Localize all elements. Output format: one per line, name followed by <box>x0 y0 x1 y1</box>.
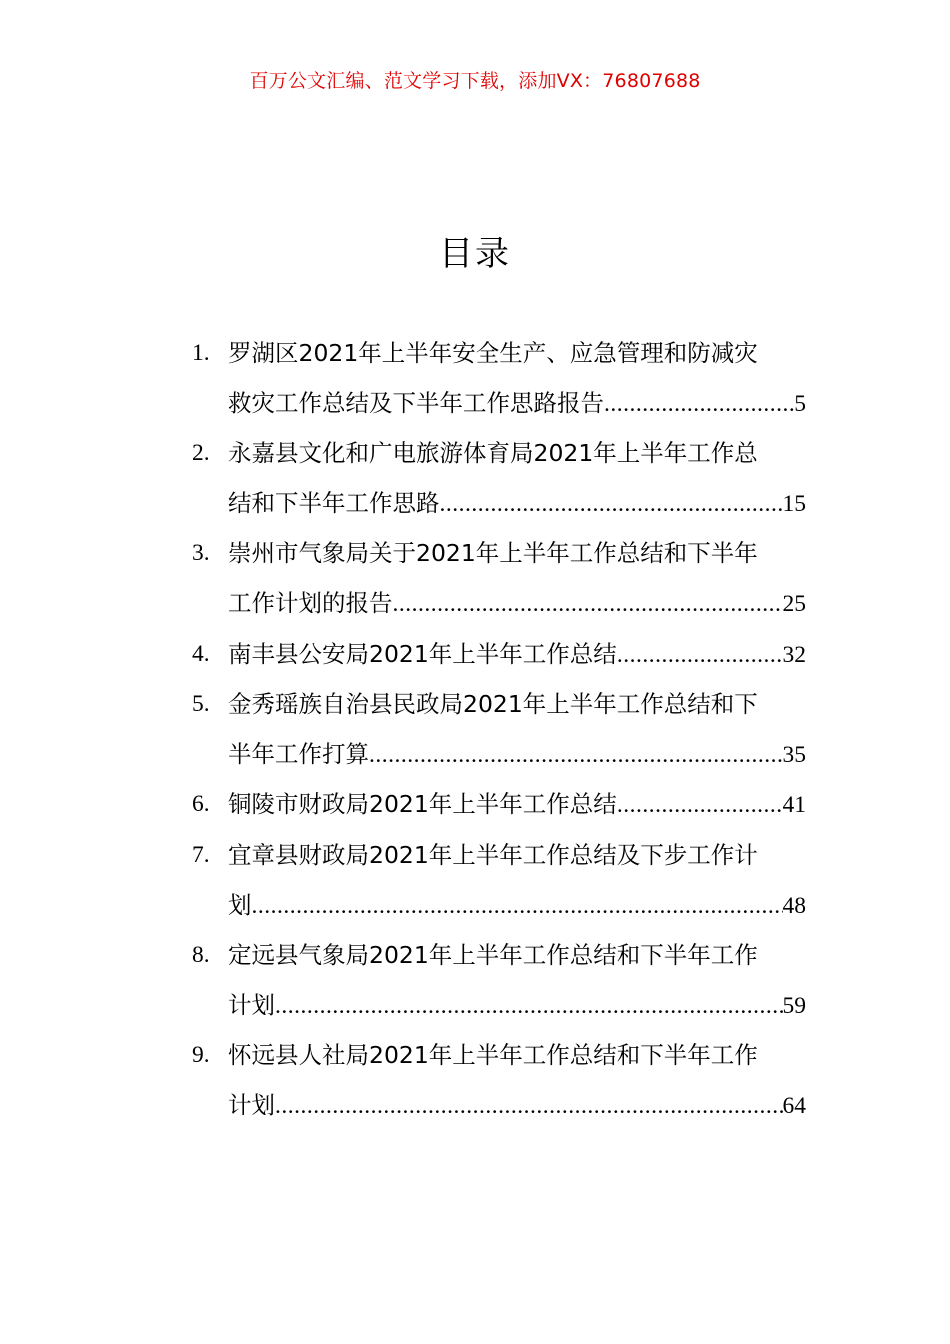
toc-entry-page-number: 59 <box>782 992 806 1019</box>
toc-entry-page-number: 25 <box>782 590 806 617</box>
toc-entry-number: 7. <box>192 841 210 868</box>
dot-leader <box>275 982 783 1032</box>
toc-entry-title-line: 怀远县人社局2021年上半年工作总结和下半年工作 <box>228 1041 758 1070</box>
toc-entry-last-line <box>228 630 806 681</box>
toc-entry-number: 2. <box>192 440 210 467</box>
dot-leader <box>393 580 783 630</box>
watermark-header-note: 百万公文汇编、范文学习下载，添加VX：76807688 <box>249 70 701 92</box>
toc-entry-title-line: 永嘉县文化和广电旅游体育局2021年上半年工作总 <box>228 439 758 468</box>
toc-entry-last-line <box>228 981 806 1032</box>
toc-entry-last-line <box>228 780 806 831</box>
dot-leader <box>369 731 783 781</box>
toc-entry-title-line: 崇州市气象局关于2021年上半年工作总结和下半年 <box>228 539 758 568</box>
toc-entry-page-number: 15 <box>782 490 806 517</box>
toc-entry-page-number: 35 <box>782 741 806 768</box>
dot-leader <box>604 380 794 430</box>
toc-entry-last-line <box>228 379 806 430</box>
toc-entry-number: 5. <box>192 691 210 718</box>
toc-entry[interactable] <box>192 831 806 931</box>
toc-entry-number: 3. <box>192 540 210 567</box>
toc-entry-title-line: 半年工作打算 <box>228 739 369 768</box>
toc-entry-last-line <box>228 881 806 932</box>
toc-entry-number: 1. <box>192 340 210 366</box>
toc-entry-title-line: 计划 <box>228 990 275 1019</box>
toc-entry-page-number: 64 <box>782 1092 806 1119</box>
toc-entry-title-line: 罗湖区2021年上半年安全生产、应急管理和防减灾 <box>228 339 758 367</box>
toc-entry-last-line <box>228 479 806 530</box>
toc-entry[interactable] <box>192 780 806 831</box>
toc-entry-last-line <box>228 730 806 781</box>
toc-entry-title-line: 结和下半年工作思路 <box>228 488 440 517</box>
toc-entry-title-line: 划 <box>228 890 252 919</box>
toc-entry[interactable] <box>192 1031 806 1131</box>
toc-entry[interactable] <box>192 931 806 1031</box>
toc-entry-page-number: 5 <box>794 390 806 417</box>
toc-entry[interactable] <box>192 680 806 780</box>
toc-entry[interactable] <box>192 429 806 529</box>
dot-leader <box>440 480 783 530</box>
toc-entry-title-line: 工作计划的报告 <box>228 588 393 617</box>
toc-entry-number: 9. <box>192 1042 210 1069</box>
dot-leader <box>252 882 783 932</box>
toc-entry-number: 4. <box>192 640 210 667</box>
toc-entry-title-line: 铜陵市财政局2021年上半年工作总结 <box>228 790 617 819</box>
dot-leader <box>617 631 783 681</box>
toc-entry-page-number: 32 <box>782 641 806 668</box>
toc-entry-last-line <box>228 579 806 630</box>
toc-entry-title-line: 南丰县公安局2021年上半年工作总结 <box>228 639 617 668</box>
toc-entry-title-line: 定远县气象局2021年上半年工作总结和下半年工作 <box>228 941 758 970</box>
toc-entry-title-line: 金秀瑶族自治县民政局2021年上半年工作总结和下 <box>228 690 758 719</box>
toc-title: 目录 <box>439 234 511 274</box>
toc-entry-number: 6. <box>192 791 210 818</box>
toc-entry[interactable] <box>192 630 806 681</box>
toc-entry[interactable] <box>192 529 806 629</box>
toc-entry-last-line <box>228 1081 806 1132</box>
dot-leader <box>617 781 783 831</box>
toc-entry-page-number: 41 <box>782 792 806 819</box>
toc-entry-page-number: 48 <box>782 892 806 919</box>
toc-entry-number: 8. <box>192 942 210 969</box>
table-of-contents <box>192 329 806 1132</box>
toc-entry-title-line: 宜章县财政局2021年上半年工作总结及下步工作计 <box>228 840 758 869</box>
toc-entry-title-line: 计划 <box>228 1090 275 1119</box>
toc-entry-title-line: 救灾工作总结及下半年工作思路报告 <box>228 388 604 417</box>
toc-entry[interactable] <box>192 329 806 429</box>
dot-leader <box>275 1082 783 1132</box>
